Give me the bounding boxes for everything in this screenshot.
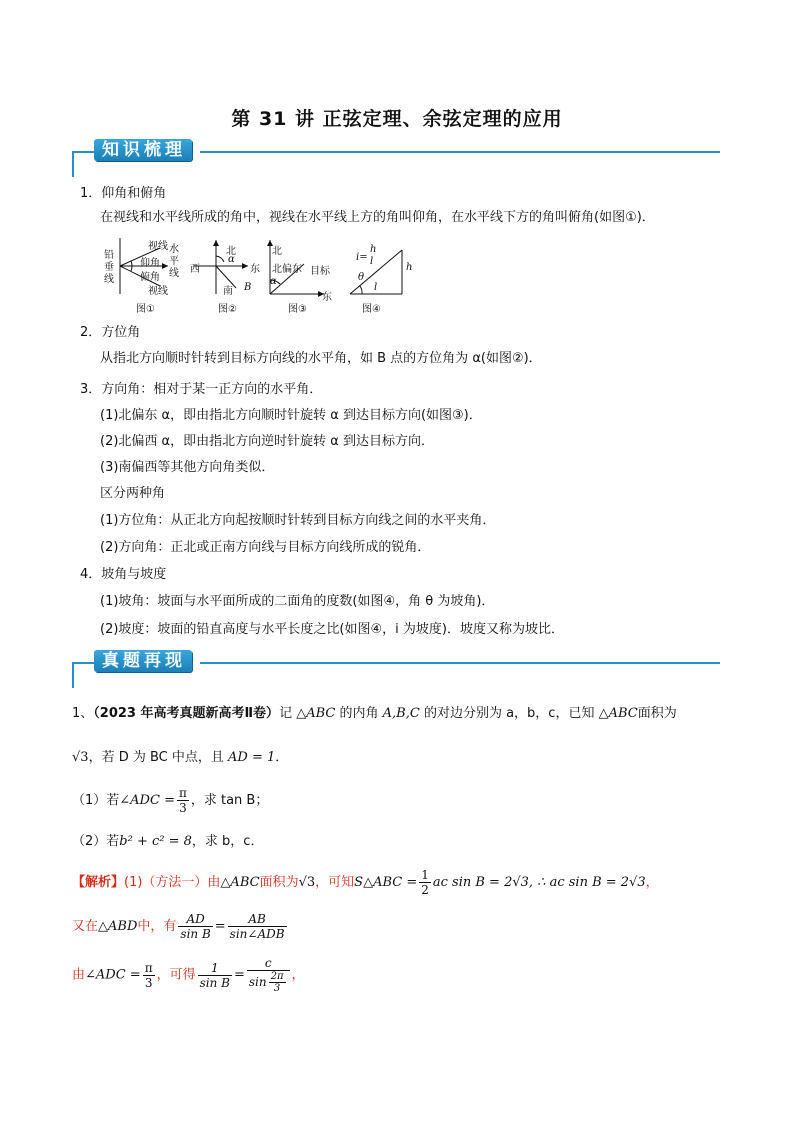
problem-number: 1、 [72,706,94,721]
section-tick [72,662,74,688]
numerator: 2π [270,971,284,982]
sin-label: sin [248,975,267,989]
fig1-label-shixian-bottom: 视线 [148,286,168,297]
tab-char: 真 [102,651,123,671]
text: ，求 tan B； [190,793,269,808]
fig3-label-beipiandong: 北偏东 [272,264,302,275]
fig3-caption: 图③ [288,304,307,315]
denominator: sin B [199,975,230,990]
text: ，可知 [315,875,355,890]
solution-line-1 [72,868,659,898]
section-tab [94,139,192,161]
k3-item: (2)方向角：正北或正南方向线与目标方向线所成的锐角． [100,540,431,555]
text: （2）若 [72,834,120,849]
section-tick [72,151,74,177]
k3-item: (2)北偏西 α，即由指北方向逆时针旋转 α 到达目标方向． [100,434,434,449]
inner-fraction [269,971,286,994]
denominator: 3 [273,983,281,994]
solution-line-3 [72,956,305,994]
k2-body: 从指北方向顺时针转到目标方向线的水平角，如 B 点的方位角为 α(如图②)． [100,351,542,366]
equals: = [233,967,245,983]
math-sqrt3: √3 [298,875,316,890]
fig3-label-east: 东 [322,292,332,303]
text: 的对边分别为 a，b，c，已知 [423,706,595,721]
fig2-label-north: 北 [226,246,236,257]
numerator: AD [178,912,212,927]
numerator: π [178,786,187,800]
denominator: sin∠ADB [229,927,285,941]
problem-source: （2023 年高考真题新高考Ⅱ卷） [93,706,280,721]
fig1-caption: 图① [136,304,155,315]
text: (1)（方法一）由 [124,875,221,890]
math-triangle: △ABC [296,706,336,721]
text: 面积为 [259,875,299,890]
numerator: 1 [421,868,429,882]
denominator: 3 [179,801,187,815]
k1-body: 在视线和水平线所成的角中，视线在水平线上方的角叫仰角，在水平线下方的角叫俯角(如图①)． [100,210,655,225]
fraction [198,961,232,990]
k2-heading: 2．方位角 [80,325,141,340]
page-title: 第 31 讲 正弦定理、余弦定理的应用 [231,108,563,130]
fraction [247,956,290,994]
text: 记 [279,706,293,721]
text: ，可得 [156,967,196,983]
fig1-label-qianzhi: 铅垂线 [104,250,114,285]
tab-char: 识 [123,140,144,160]
math-triangle: △ABC [220,875,260,890]
fraction [177,786,189,815]
fig2-label-east: 东 [250,264,260,275]
tab-char: 再 [144,651,165,671]
k3-item: (1)北偏东 α，即由指北方向顺时针旋转 α 到达目标方向(如图③)． [100,408,482,423]
denominator [247,971,290,994]
numerator: AB [228,912,287,927]
math-eq: b² + c² = 8 [119,834,192,849]
math-angle: ∠ADC = [119,793,175,808]
tab-char: 知 [102,140,123,160]
solution-tag: 【解析】 [72,875,125,890]
problem-q2 [72,834,263,850]
fig3-label-north: 北 [272,246,282,257]
k4-item: (1)坡角：坡面与水平面所成的二面角的度数(如图④，角 θ 为坡角)． [100,594,495,609]
tab-char: 题 [123,651,144,671]
k4-heading: 4．坡角与坡度 [80,567,167,582]
k3-item: 区分两种角 [100,486,166,501]
fig1-label-fujiao: 俯角 [140,272,160,283]
fig1-label-shuiping: 水平线 [169,244,179,279]
section-tab [94,650,192,672]
text: 又在 [72,919,99,934]
k4-item: (2)坡度：坡面的铅直高度与水平长度之比(如图④，i 为坡度)．坡度又称为坡比． [100,622,564,637]
tab-char: 梳 [144,140,165,160]
math-expr: ac sin B = 2√3, ∴ ac sin B = 2√3 [432,875,646,890]
section-rule-left [72,151,94,153]
math-angles: A,B,C [382,706,420,721]
fraction [228,912,287,941]
section-rule [200,662,720,664]
text: 中，有 [137,919,177,934]
text: ，求 b，c． [191,834,264,849]
math-triangle: △ABC [598,706,638,721]
problem-q1 [72,786,268,816]
denominator: sin B [180,927,211,941]
fig4-caption: 图④ [362,304,381,315]
fig2-label-south: 南 [223,286,233,297]
fig3-label-target: 目标 [310,266,330,277]
numerator: c [247,956,290,971]
math-angle: ∠ADC = [85,967,141,983]
problem-line-1 [72,706,677,722]
fig1-label-shixian-top: 视线 [148,241,168,252]
fig4-label-l-frac: l [370,256,374,267]
text: 的内角 [339,706,379,721]
denominator: 2 [421,883,429,897]
numerator: 1 [198,961,232,976]
text: ， [291,967,305,983]
math-ad: AD = 1 [228,750,276,765]
problem-line-2 [72,750,288,766]
fraction [143,961,155,990]
k3-item: (1)方位角：从正北方向起按顺时针转到目标方向线之间的水平夹角． [100,513,496,528]
math-sqrt3: √3 [72,750,89,765]
math-triangle: △ABD [98,919,138,934]
tab-char: 现 [165,651,186,671]
text: ，若 D 为 BC 中点，且 [88,750,224,765]
math-area: S△ABC = [354,875,418,890]
denominator: 3 [144,975,153,990]
text: ， [645,875,659,890]
fraction [419,868,431,897]
section-rule-left [72,662,94,664]
text: ． [275,750,289,765]
k3-heading: 3．方向角：相对于某一正方向的水平角． [80,382,323,397]
fig4-label-i: i= [356,252,368,263]
fig2-label-alpha: α [228,254,235,265]
k1-heading: 1．仰角和俯角 [80,186,167,201]
fig3-label-alpha: α [270,276,277,287]
tab-char: 理 [165,140,186,160]
fig4-label-l: l [374,282,378,293]
equals: = [214,919,226,934]
fig4-label-h: h [406,262,413,273]
fig4-label-h-frac: h [370,244,377,255]
k3-item: (3)南偏西等其他方向角类似． [100,460,275,475]
fig2-label-B: B [244,282,252,293]
text: 面积为 [637,706,677,721]
solution-line-2 [72,912,289,942]
fig2-caption: 图② [218,304,237,315]
text: （1）若 [72,793,120,808]
fig4-label-theta: θ [358,272,365,283]
text: 由 [72,967,86,983]
fraction [178,912,212,941]
numerator: π [144,960,153,975]
section-rule [200,151,720,153]
fig1-label-yangjiao: 仰角 [140,258,160,269]
fig2-label-west: 西 [190,264,200,275]
